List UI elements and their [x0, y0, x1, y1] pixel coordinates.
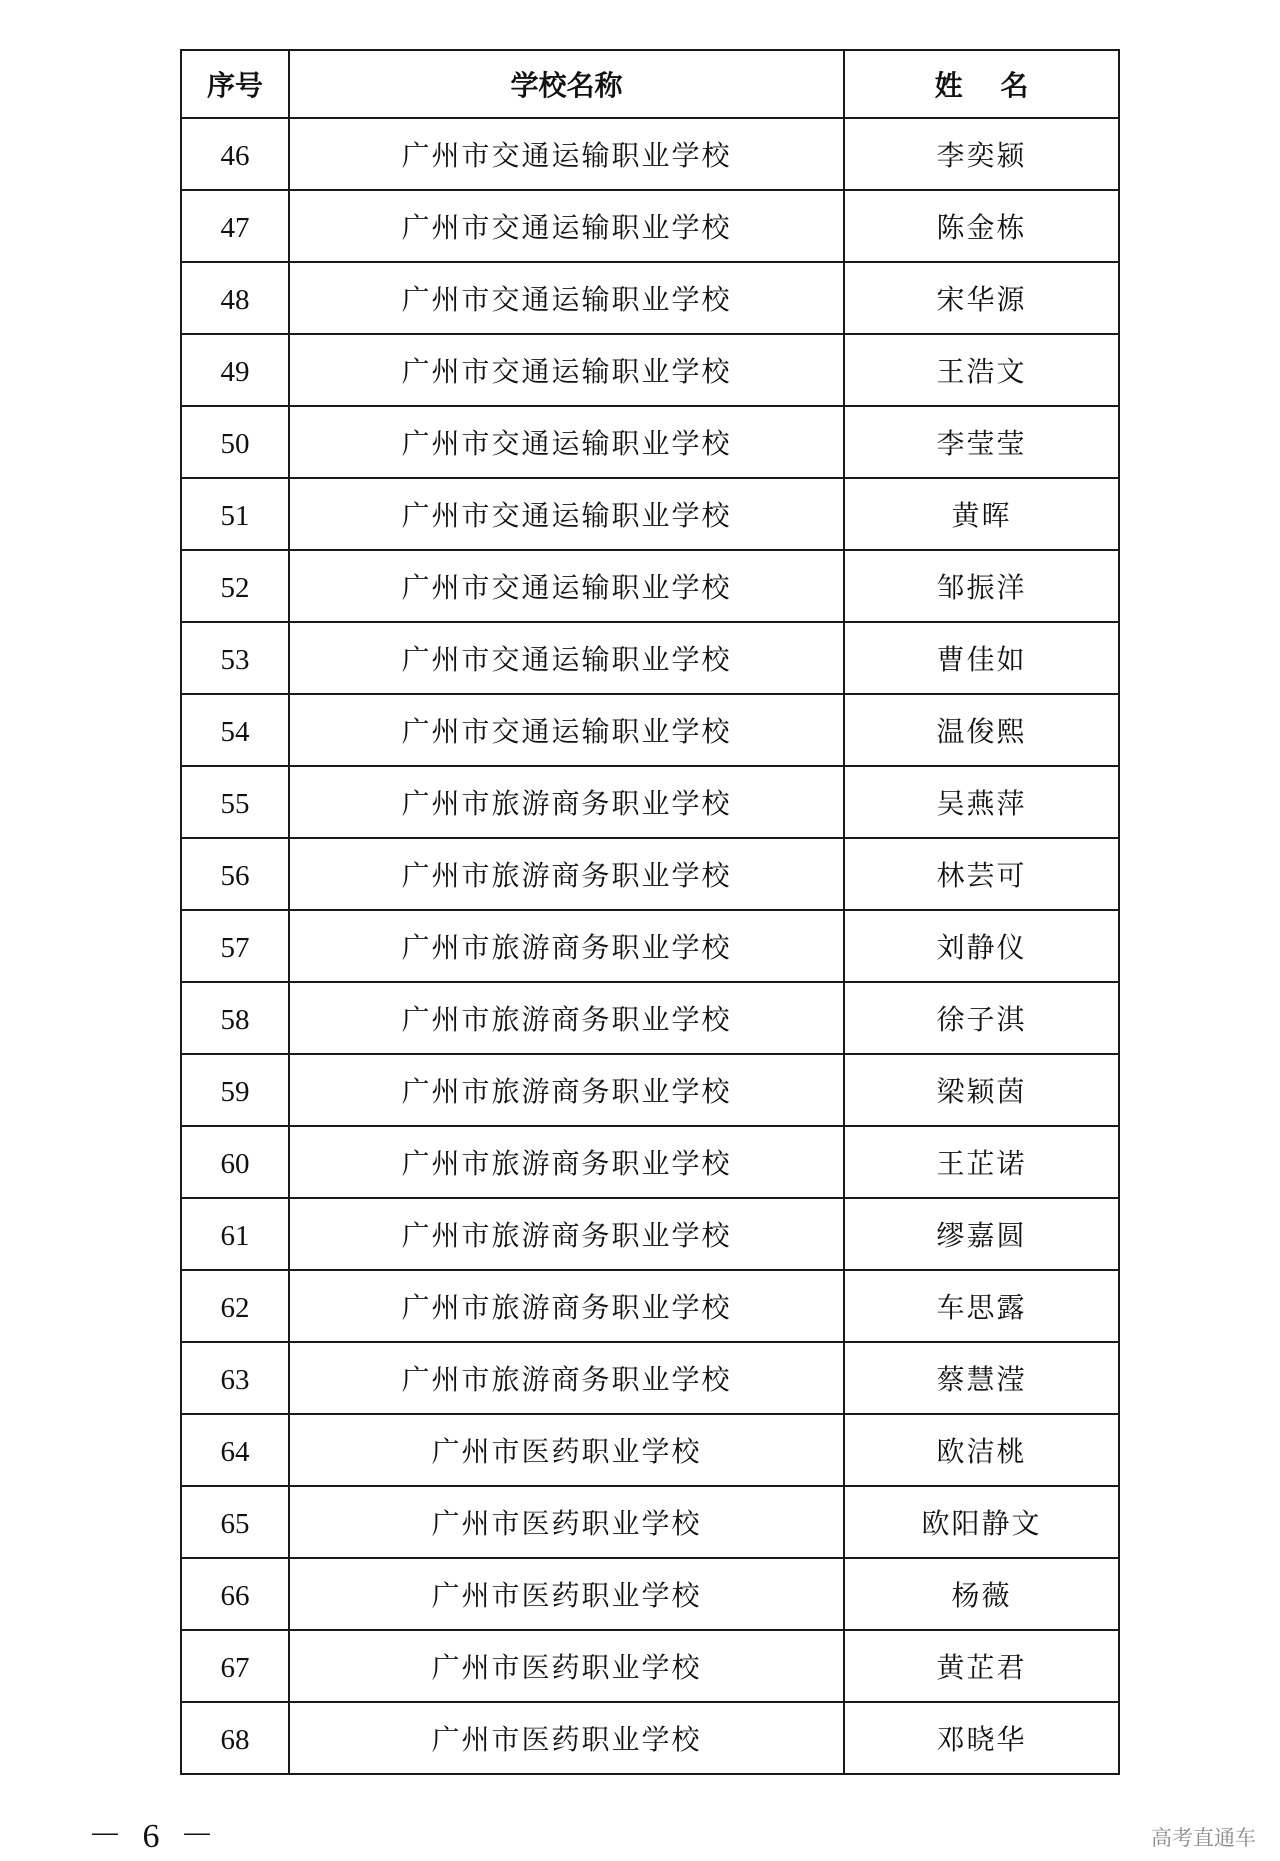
table-row — [181, 1342, 1119, 1414]
table-row — [181, 982, 1119, 1054]
roster-table — [180, 49, 1120, 1775]
cell-person-name: 欧洁桃 — [844, 1414, 1119, 1486]
cell-person-name: 蔡慧滢 — [844, 1342, 1119, 1414]
watermark: 高考直通车 — [1151, 1826, 1256, 1850]
cell-school-name: 广州市旅游商务职业学校 — [289, 982, 844, 1054]
cell-school-name: 广州市旅游商务职业学校 — [289, 1270, 844, 1342]
cell-serial-number: 47 — [181, 190, 289, 262]
cell-school-name: 广州市旅游商务职业学校 — [289, 910, 844, 982]
table-row — [181, 262, 1119, 334]
cell-person-name: 邹振洋 — [844, 550, 1119, 622]
cell-school-name: 广州市交通运输职业学校 — [289, 550, 844, 622]
cell-school-name: 广州市交通运输职业学校 — [289, 694, 844, 766]
cell-school-name: 广州市交通运输职业学校 — [289, 334, 844, 406]
cell-serial-number: 68 — [181, 1702, 289, 1774]
table-row — [181, 118, 1119, 190]
page-number: － 6 － — [88, 1818, 220, 1855]
cell-serial-number: 62 — [181, 1270, 289, 1342]
cell-person-name: 徐子淇 — [844, 982, 1119, 1054]
cell-person-name: 黄晖 — [844, 478, 1119, 550]
cell-serial-number: 53 — [181, 622, 289, 694]
table-row — [181, 406, 1119, 478]
cell-serial-number: 67 — [181, 1630, 289, 1702]
cell-person-name: 王浩文 — [844, 334, 1119, 406]
cell-person-name: 温俊熙 — [844, 694, 1119, 766]
table-row — [181, 1270, 1119, 1342]
table-row — [181, 910, 1119, 982]
cell-school-name: 广州市交通运输职业学校 — [289, 190, 844, 262]
header-school-name: 学校名称 — [289, 50, 844, 118]
cell-serial-number: 49 — [181, 334, 289, 406]
cell-school-name: 广州市旅游商务职业学校 — [289, 1054, 844, 1126]
table-header-row — [181, 50, 1119, 118]
cell-person-name: 王芷诺 — [844, 1126, 1119, 1198]
cell-school-name: 广州市旅游商务职业学校 — [289, 1198, 844, 1270]
cell-person-name: 欧阳静文 — [844, 1486, 1119, 1558]
cell-person-name: 曹佳如 — [844, 622, 1119, 694]
header-person-name: 姓 名 — [844, 50, 1119, 118]
cell-school-name: 广州市医药职业学校 — [289, 1414, 844, 1486]
table-row — [181, 1630, 1119, 1702]
table-row — [181, 478, 1119, 550]
cell-school-name: 广州市交通运输职业学校 — [289, 478, 844, 550]
cell-school-name: 广州市旅游商务职业学校 — [289, 838, 844, 910]
cell-person-name: 宋华源 — [844, 262, 1119, 334]
cell-person-name: 李奕颍 — [844, 118, 1119, 190]
cell-school-name: 广州市医药职业学校 — [289, 1630, 844, 1702]
cell-school-name: 广州市旅游商务职业学校 — [289, 766, 844, 838]
cell-serial-number: 65 — [181, 1486, 289, 1558]
cell-serial-number: 50 — [181, 406, 289, 478]
cell-school-name: 广州市交通运输职业学校 — [289, 118, 844, 190]
cell-person-name: 陈金栋 — [844, 190, 1119, 262]
cell-person-name: 刘静仪 — [844, 910, 1119, 982]
cell-person-name: 杨薇 — [844, 1558, 1119, 1630]
cell-school-name: 广州市医药职业学校 — [289, 1702, 844, 1774]
table-row — [181, 1198, 1119, 1270]
cell-serial-number: 59 — [181, 1054, 289, 1126]
header-serial-number: 序号 — [181, 50, 289, 118]
table-body — [181, 118, 1119, 1774]
table-row — [181, 622, 1119, 694]
table-row — [181, 334, 1119, 406]
cell-school-name: 广州市交通运输职业学校 — [289, 262, 844, 334]
table-row — [181, 1126, 1119, 1198]
cell-serial-number: 52 — [181, 550, 289, 622]
cell-person-name: 车思露 — [844, 1270, 1119, 1342]
table-row — [181, 1414, 1119, 1486]
table-row — [181, 838, 1119, 910]
cell-serial-number: 58 — [181, 982, 289, 1054]
cell-serial-number: 54 — [181, 694, 289, 766]
cell-person-name: 缪嘉圆 — [844, 1198, 1119, 1270]
cell-serial-number: 51 — [181, 478, 289, 550]
cell-serial-number: 46 — [181, 118, 289, 190]
cell-serial-number: 66 — [181, 1558, 289, 1630]
cell-person-name: 林芸可 — [844, 838, 1119, 910]
cell-serial-number: 55 — [181, 766, 289, 838]
table-row — [181, 694, 1119, 766]
table-row — [181, 550, 1119, 622]
table-row — [181, 1486, 1119, 1558]
cell-school-name: 广州市医药职业学校 — [289, 1558, 844, 1630]
table-row — [181, 766, 1119, 838]
cell-serial-number: 56 — [181, 838, 289, 910]
cell-person-name: 吴燕萍 — [844, 766, 1119, 838]
cell-person-name: 梁颖茵 — [844, 1054, 1119, 1126]
cell-serial-number: 63 — [181, 1342, 289, 1414]
table-row — [181, 1702, 1119, 1774]
cell-person-name: 李莹莹 — [844, 406, 1119, 478]
cell-serial-number: 64 — [181, 1414, 289, 1486]
cell-school-name: 广州市医药职业学校 — [289, 1486, 844, 1558]
cell-serial-number: 57 — [181, 910, 289, 982]
cell-serial-number: 60 — [181, 1126, 289, 1198]
cell-person-name: 邓晓华 — [844, 1702, 1119, 1774]
table-row — [181, 190, 1119, 262]
cell-person-name: 黄芷君 — [844, 1630, 1119, 1702]
cell-school-name: 广州市交通运输职业学校 — [289, 406, 844, 478]
cell-serial-number: 48 — [181, 262, 289, 334]
cell-school-name: 广州市旅游商务职业学校 — [289, 1126, 844, 1198]
table-row — [181, 1054, 1119, 1126]
cell-school-name: 广州市交通运输职业学校 — [289, 622, 844, 694]
cell-school-name: 广州市旅游商务职业学校 — [289, 1342, 844, 1414]
cell-serial-number: 61 — [181, 1198, 289, 1270]
table-row — [181, 1558, 1119, 1630]
